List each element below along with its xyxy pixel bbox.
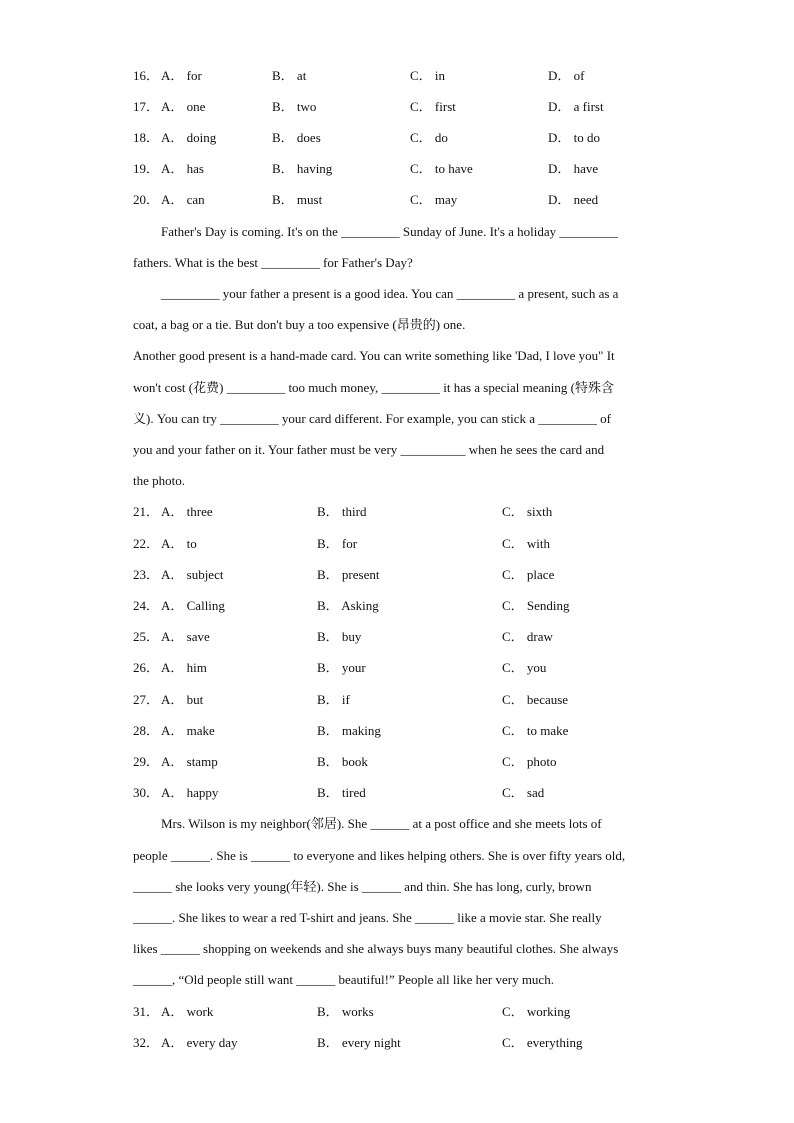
question-number: 20．: [133, 192, 160, 207]
passage-line: Father's Day is coming. It's on the _________ Sunday of June. It's a holiday _________: [161, 224, 618, 239]
option-c: C． because: [502, 692, 569, 707]
option-b: B． Asking: [317, 598, 379, 613]
passage-line: won't cost (花费) _________ too much money, _________ it has a special meaning (特殊含: [133, 380, 614, 395]
question-number: 28．: [133, 723, 160, 738]
question-number: 19．: [133, 161, 160, 176]
option-b: B． does: [272, 130, 321, 145]
option-c: C． sixth: [502, 504, 553, 519]
passage-line: coat, a bag or a tie. But don't buy a too expensive (昂贵的) one.: [133, 317, 466, 332]
question-number: 23．: [133, 567, 160, 582]
passage-line: _________ your father a present is a good idea. You can _________ a present, such as a: [161, 286, 619, 301]
question-number: 31．: [133, 1004, 160, 1019]
passage-line: Mrs. Wilson is my neighbor(邻居). She ______ at a post office and she meets lots of: [161, 816, 602, 831]
option-c: C． to have: [410, 161, 473, 176]
option-d: D． a first: [548, 99, 604, 114]
option-a: A． every day: [161, 1035, 238, 1050]
option-b: B． buy: [317, 629, 362, 644]
option-c: C． draw: [502, 629, 553, 644]
option-a: A． to: [161, 536, 197, 551]
passage-line: the photo.: [133, 473, 185, 488]
option-b: B． works: [317, 1004, 374, 1019]
option-a: A． has: [161, 161, 204, 176]
passage-line: Another good present is a hand-made card. You can write something like 'Dad, I love you" It: [133, 348, 615, 363]
passage-line: likes ______ shopping on weekends and she always buys many beautiful clothes. She always: [133, 941, 619, 956]
question-number: 21．: [133, 504, 160, 519]
option-a: A． save: [161, 629, 210, 644]
question-number: 16．: [133, 68, 160, 83]
option-a: A． Calling: [161, 598, 225, 613]
question-number: 24．: [133, 598, 160, 613]
option-c: C． everything: [502, 1035, 583, 1050]
question-number: 22．: [133, 536, 160, 551]
option-b: B． at: [272, 68, 307, 83]
option-c: C． first: [410, 99, 456, 114]
option-a: A． three: [161, 504, 213, 519]
option-c: C． to make: [502, 723, 569, 738]
passage-line: ______, “Old people still want ______ beautiful!” People all like her very much.: [133, 972, 554, 987]
passage-line: you and your father on it. Your father must be very __________ when he sees the card and: [133, 442, 605, 457]
option-a: A． can: [161, 192, 205, 207]
option-a: A． make: [161, 723, 215, 738]
option-a: A． for: [161, 68, 202, 83]
option-c: C． working: [502, 1004, 571, 1019]
option-a: A． but: [161, 692, 204, 707]
passage-line: ______ she looks very young(年轻). She is ______ and thin. She has long, curly, brown: [133, 879, 592, 894]
question-number: 27．: [133, 692, 160, 707]
option-c: C． do: [410, 130, 448, 145]
option-b: B． tired: [317, 785, 366, 800]
question-number: 25．: [133, 629, 160, 644]
question-number: 29．: [133, 754, 160, 769]
question-number: 30．: [133, 785, 160, 800]
option-c: C． photo: [502, 754, 557, 769]
passage-line: people ______. She is ______ to everyone and likes helping others. She is over fifty years old,: [133, 848, 626, 863]
option-b: B． two: [272, 99, 317, 114]
option-c: C． sad: [502, 785, 545, 800]
question-number: 26．: [133, 660, 160, 675]
option-b: B． your: [317, 660, 366, 675]
passage-line: 义). You can try _________ your card different. For example, you can stick a _________ of: [133, 411, 611, 426]
option-b: B． if: [317, 692, 350, 707]
option-a: A． subject: [161, 567, 224, 582]
option-b: B． third: [317, 504, 367, 519]
option-d: D． to do: [548, 130, 601, 145]
option-b: B． every night: [317, 1035, 401, 1050]
option-b: B． must: [272, 192, 323, 207]
option-b: B． present: [317, 567, 380, 582]
option-b: B． making: [317, 723, 381, 738]
option-a: A． one: [161, 99, 206, 114]
option-d: D． need: [548, 192, 599, 207]
option-c: C． may: [410, 192, 458, 207]
option-c: C． in: [410, 68, 446, 83]
option-a: A． stamp: [161, 754, 218, 769]
option-b: B． book: [317, 754, 368, 769]
option-c: C． you: [502, 660, 547, 675]
option-b: B． for: [317, 536, 358, 551]
option-c: C． Sending: [502, 598, 570, 613]
question-number: 18．: [133, 130, 160, 145]
option-d: D． have: [548, 161, 599, 176]
option-a: A． work: [161, 1004, 214, 1019]
passage-line: ______. She likes to wear a red T-shirt and jeans. She ______ like a movie star. She really: [133, 910, 602, 925]
option-d: D． of: [548, 68, 585, 83]
option-a: A． happy: [161, 785, 219, 800]
option-a: A． doing: [161, 130, 217, 145]
option-c: C． place: [502, 567, 555, 582]
question-number: 32．: [133, 1035, 160, 1050]
option-a: A． him: [161, 660, 207, 675]
option-c: C． with: [502, 536, 551, 551]
option-b: B． having: [272, 161, 333, 176]
passage-line: fathers. What is the best _________ for Father's Day?: [133, 255, 413, 270]
question-number: 17．: [133, 99, 160, 114]
